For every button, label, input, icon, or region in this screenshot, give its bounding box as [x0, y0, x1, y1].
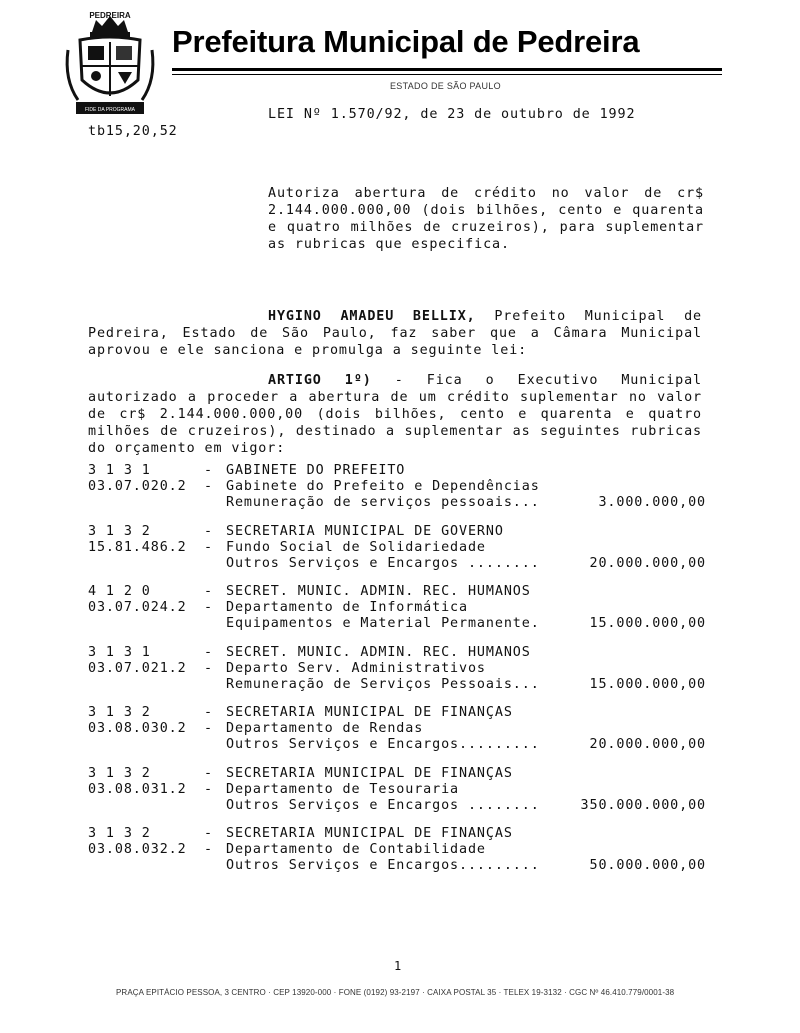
budget-line	[88, 524, 706, 540]
budget-unit: SECRETARIA MUNICIPAL DE FINANÇAS	[226, 705, 513, 720]
budget-line	[88, 826, 706, 842]
dash-separator: -	[204, 523, 213, 539]
budget-unit: SECRETARIA MUNICIPAL DE FINANÇAS	[226, 765, 513, 781]
dash-separator: -	[204, 660, 213, 676]
budget-item	[88, 463, 706, 511]
dash-separator: -	[204, 539, 213, 555]
dash-separator: -	[204, 826, 213, 841]
budget-amount: 20.000.000,00	[589, 737, 706, 752]
budget-line	[88, 540, 706, 556]
budget-line	[88, 645, 706, 661]
budget-amount: 3.000.000,00	[598, 495, 706, 510]
dash-separator: -	[204, 781, 213, 797]
article-1-text: - Fica o Executivo Municipal autorizado a proceder a abertura de um crédito suplementar no valor de cr$ 2.144.000.000,00 (dois bilhões, cento e quarenta e quatro milhões de cruzeiros), destinado a suplementar as seguintes rubricas do orçamento em vigor:	[88, 373, 702, 456]
budget-line	[88, 600, 706, 616]
program-code: 15.81.486.2	[88, 539, 187, 555]
program-code: 03.07.024.2	[88, 600, 187, 615]
budget-department: Departo Serv. Administrativos	[226, 660, 486, 676]
letterhead-rule-thin	[172, 74, 722, 75]
budget-code: 3 1 3 1	[88, 644, 151, 660]
budget-amount: 15.000.000,00	[589, 676, 706, 692]
budget-expense: Outros Serviços e Encargos ........	[226, 797, 540, 813]
spacer	[88, 737, 204, 753]
budget-line	[88, 616, 706, 632]
budget-expense: Remuneração de serviços pessoais...	[226, 495, 540, 510]
spacer	[88, 677, 204, 693]
budget-line	[88, 556, 706, 572]
dash-separator: -	[204, 463, 213, 478]
article-1-paragraph	[88, 372, 702, 457]
budget-line	[88, 479, 706, 495]
budget-code: 3 1 3 2	[88, 765, 151, 781]
budget-amount: 20.000.000,00	[589, 555, 706, 571]
budget-item	[88, 584, 706, 632]
crest-top-text: PEDREIRA	[89, 11, 131, 20]
letterhead-title: Prefeitura Municipal de Pedreira	[172, 24, 640, 59]
budget-department: Departamento de Tesouraria	[226, 781, 460, 797]
mayor-name: HYGINO AMADEU BELLIX,	[268, 309, 476, 324]
budget-department: Departamento de Contabilidade	[226, 842, 486, 857]
budget-item	[88, 524, 706, 572]
budget-amount: 15.000.000,00	[589, 616, 706, 631]
budget-department: Departamento de Informática	[226, 600, 468, 615]
dash-separator: -	[204, 721, 213, 736]
dash-separator: -	[204, 479, 213, 494]
dash-separator: -	[204, 644, 213, 660]
crest-motto: FIDE DA PROGRAMA	[84, 107, 136, 113]
budget-line	[88, 677, 706, 693]
spacer	[204, 737, 226, 753]
budget-expense: Outros Serviços e Encargos.........	[226, 737, 540, 752]
letterhead-rule-thick	[172, 68, 722, 71]
spacer	[88, 616, 204, 632]
budget-line	[88, 766, 706, 782]
budget-amount: 50.000.000,00	[589, 858, 706, 873]
budget-line	[88, 842, 706, 858]
budget-unit: SECRET. MUNIC. ADMIN. REC. HUMANOS	[226, 644, 531, 660]
budget-line	[88, 798, 706, 814]
spacer	[204, 616, 226, 632]
budget-line	[88, 705, 706, 721]
spacer	[204, 556, 226, 572]
program-code: 03.07.020.2	[88, 479, 187, 494]
budget-line	[88, 737, 706, 753]
program-code: 03.08.031.2	[88, 781, 187, 797]
budget-item	[88, 645, 706, 693]
letterhead-state: ESTADO DE SÃO PAULO	[390, 81, 501, 91]
spacer	[204, 495, 226, 511]
budget-line	[88, 661, 706, 677]
spacer	[204, 677, 226, 693]
preamble-paragraph	[88, 308, 702, 359]
budget-items-list	[88, 463, 706, 887]
budget-department: Departamento de Rendas	[226, 721, 424, 736]
budget-unit: SECRET. MUNIC. ADMIN. REC. HUMANOS	[226, 584, 531, 599]
dash-separator: -	[204, 600, 213, 615]
budget-unit: SECRETARIA MUNICIPAL DE GOVERNO	[226, 523, 504, 539]
budget-item	[88, 705, 706, 753]
article-1-label: ARTIGO 1º)	[268, 373, 372, 388]
budget-line	[88, 463, 706, 479]
budget-expense: Equipamentos e Material Permanente.	[226, 616, 540, 631]
spacer	[88, 858, 204, 874]
dash-separator: -	[204, 705, 213, 720]
budget-code: 3 1 3 1	[88, 463, 151, 478]
budget-code: 3 1 3 2	[88, 523, 151, 539]
dash-separator: -	[204, 765, 213, 781]
budget-code: 3 1 3 2	[88, 826, 151, 841]
spacer	[204, 798, 226, 814]
dash-separator: -	[204, 584, 213, 599]
budget-department: Gabinete do Prefeito e Dependências	[226, 479, 540, 494]
budget-expense: Outros Serviços e Encargos.........	[226, 858, 540, 873]
law-number-line: LEI Nº 1.570/92, de 23 de outubro de 1992	[268, 107, 636, 122]
budget-item	[88, 826, 706, 874]
budget-unit: GABINETE DO PREFEITO	[226, 463, 406, 478]
budget-line	[88, 584, 706, 600]
dash-separator: -	[204, 842, 213, 857]
document-reference: tb15,20,52	[88, 124, 178, 139]
budget-line	[88, 782, 706, 798]
program-code: 03.08.030.2	[88, 721, 187, 736]
municipal-coat-of-arms	[62, 10, 158, 122]
budget-line	[88, 858, 706, 874]
budget-line	[88, 495, 706, 511]
spacer	[88, 495, 204, 511]
budget-line	[88, 721, 706, 737]
budget-item	[88, 766, 706, 814]
spacer	[88, 556, 204, 572]
budget-department: Fundo Social de Solidariedade	[226, 539, 486, 555]
budget-code: 3 1 3 2	[88, 705, 151, 720]
budget-expense: Outros Serviços e Encargos ........	[226, 555, 540, 571]
program-code: 03.08.032.2	[88, 842, 187, 857]
budget-amount: 350.000.000,00	[580, 797, 706, 813]
budget-code: 4 1 2 0	[88, 584, 151, 599]
budget-expense: Remuneração de Serviços Pessoais...	[226, 676, 540, 692]
program-code: 03.07.021.2	[88, 660, 187, 676]
page-number: 1	[394, 959, 402, 973]
law-summary: Autoriza abertura de crédito no valor de cr$ 2.144.000.000,00 (dois bilhões, cento e quarenta e quatro milhões de cruzeiros), para suplementar as rubricas que especifica.	[268, 186, 704, 252]
letterhead-footer: PRAÇA EPITÁCIO PESSOA, 3 CENTRO · CEP 13920-000 · FONE (0192) 93-2197 · CAIXA POSTAL 35 · TELEX 19-3132 · CGC Nº 46.410.779/0001-38	[116, 988, 675, 997]
spacer	[204, 858, 226, 874]
budget-unit: SECRETARIA MUNICIPAL DE FINANÇAS	[226, 826, 513, 841]
spacer	[88, 798, 204, 814]
preamble-text: Prefeito Municipal de Pedreira, Estado de São Paulo, faz saber que a Câmara Municipal aprovou e ele sanciona e promulga a seguinte lei:	[88, 309, 702, 358]
